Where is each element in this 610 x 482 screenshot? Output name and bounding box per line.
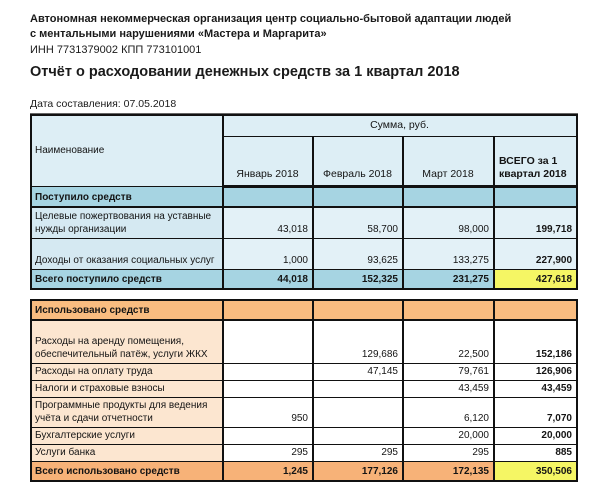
empty-cell <box>403 300 494 320</box>
sum-column-group-header: Сумма, руб. <box>223 115 577 137</box>
income-section-header-row <box>31 187 577 208</box>
month-value: 295 <box>403 445 494 462</box>
month-value: 6,120 <box>403 398 494 428</box>
expense-section-header-row <box>31 300 577 320</box>
month-header-january: Январь 2018 <box>223 137 313 187</box>
empty-cell <box>223 187 313 208</box>
empty-cell <box>494 187 577 208</box>
expense-section-label: Использовано средств <box>31 300 223 320</box>
table-row <box>31 398 577 428</box>
total-value: 43,459 <box>494 381 577 398</box>
org-name-line2: с ментальными нарушениями «Мастера и Маргарита» <box>30 27 592 42</box>
month-header-february: Февраль 2018 <box>313 137 403 187</box>
month-value: 58,700 <box>313 207 403 238</box>
expense-grand-total: 350,506 <box>494 462 577 482</box>
expense-table <box>30 299 578 482</box>
empty-cell <box>403 187 494 208</box>
month-value <box>313 428 403 445</box>
table-row <box>31 364 577 381</box>
income-grand-total: 427,618 <box>494 269 577 289</box>
month-header-march: Март 2018 <box>403 137 494 187</box>
table-gap <box>0 290 610 299</box>
table-header-row-1 <box>31 115 577 137</box>
expense-total-row <box>31 462 577 482</box>
month-value: 129,686 <box>313 320 403 364</box>
month-value: 20,000 <box>403 428 494 445</box>
total-value: 126,906 <box>494 364 577 381</box>
report-title: Отчёт о расходовании денежных средств за 1 квартал 2018 <box>30 63 592 82</box>
total-value: 152,186 <box>494 320 577 364</box>
row-label: Расходы на оплату труда <box>31 364 223 381</box>
expense-total-february: 177,126 <box>313 462 403 482</box>
income-table <box>30 114 578 290</box>
total-value: 199,718 <box>494 207 577 238</box>
income-total-label: Всего поступило средств <box>31 269 223 289</box>
total-column-header: ВСЕГО за 1 квартал 2018 <box>494 137 577 187</box>
month-value: 1,000 <box>223 238 313 269</box>
row-label: Программные продукты для ведения учёта и сдачи отчетности <box>31 398 223 428</box>
table-row <box>31 445 577 462</box>
row-label: Целевые пожертвования на уставные нужды организации <box>31 207 223 238</box>
month-value: 98,000 <box>403 207 494 238</box>
month-value: 79,761 <box>403 364 494 381</box>
table-row <box>31 428 577 445</box>
table-row <box>31 207 577 238</box>
month-value <box>223 320 313 364</box>
empty-cell <box>313 187 403 208</box>
table-row <box>31 238 577 269</box>
month-value <box>223 364 313 381</box>
org-name-line1: Автономная некоммерческая организация центр социально-бытовой адаптации людей <box>30 12 592 27</box>
month-value: 93,625 <box>313 238 403 269</box>
empty-cell <box>223 300 313 320</box>
document-header <box>0 0 610 82</box>
month-value: 950 <box>223 398 313 428</box>
month-value: 295 <box>223 445 313 462</box>
income-total-march: 231,275 <box>403 269 494 289</box>
total-value: 20,000 <box>494 428 577 445</box>
empty-cell <box>494 300 577 320</box>
inn-kpp: ИНН 7731379002 КПП 773101001 <box>30 43 592 58</box>
row-label: Услуги банка <box>31 445 223 462</box>
empty-cell <box>313 300 403 320</box>
month-value <box>223 381 313 398</box>
total-value: 7,070 <box>494 398 577 428</box>
name-column-header: Наименование <box>31 115 223 187</box>
month-value: 133,275 <box>403 238 494 269</box>
table-row <box>31 320 577 364</box>
income-total-january: 44,018 <box>223 269 313 289</box>
expense-total-label: Всего использовано средств <box>31 462 223 482</box>
row-label: Доходы от оказания социальных услуг <box>31 238 223 269</box>
month-value <box>313 381 403 398</box>
income-total-row <box>31 269 577 289</box>
row-label: Расходы на аренду помещения, обеспечительный патёж, услуги ЖКХ <box>31 320 223 364</box>
date-line: Дата составления: 07.05.2018 <box>30 98 578 114</box>
income-section-label: Поступило средств <box>31 187 223 208</box>
month-value: 22,500 <box>403 320 494 364</box>
month-value: 47,145 <box>313 364 403 381</box>
month-value: 295 <box>313 445 403 462</box>
total-value: 227,900 <box>494 238 577 269</box>
expense-total-march: 172,135 <box>403 462 494 482</box>
row-label: Бухгалтерские услуги <box>31 428 223 445</box>
expense-total-january: 1,245 <box>223 462 313 482</box>
total-value: 885 <box>494 445 577 462</box>
table-row <box>31 381 577 398</box>
row-label: Налоги и страховые взносы <box>31 381 223 398</box>
income-total-february: 152,325 <box>313 269 403 289</box>
month-value: 43,459 <box>403 381 494 398</box>
month-value <box>223 428 313 445</box>
month-value <box>313 398 403 428</box>
month-value: 43,018 <box>223 207 313 238</box>
